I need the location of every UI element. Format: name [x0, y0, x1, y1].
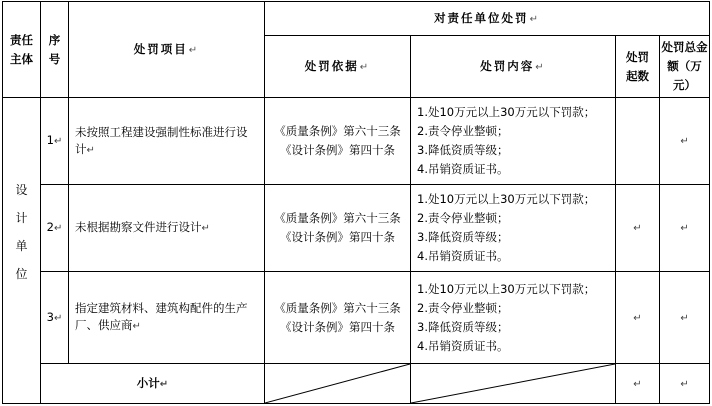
subtotal-label: 小计 [136, 375, 160, 390]
row-3-total [660, 272, 710, 364]
paragraph-mark: ↵ [633, 223, 642, 234]
row-3-basis [265, 272, 411, 364]
basis-line-1: 《质量条例》第六十三条 [274, 211, 401, 225]
row-3-item [69, 272, 265, 364]
content-line-1: 1.处10万元以上30万元以下罚款； [417, 281, 596, 296]
row-2-content [411, 185, 616, 272]
row-item-text: 未根据勘察文件进行设计 [75, 220, 202, 234]
row-item-text: 未按照工程建设强制性标准进行设计 [75, 124, 248, 156]
paragraph-mark: ↵ [86, 144, 95, 156]
content-line-2: 2.责令停业整顿； [417, 211, 509, 225]
paragraph-mark: ↵ [535, 61, 546, 73]
paragraph-mark: ↵ [633, 312, 642, 324]
paragraph-mark: ↵ [53, 136, 63, 147]
content-line-4: 4.吊销资质证书。 [417, 162, 509, 176]
row-1-total [660, 98, 710, 185]
paragraph-mark: ↵ [188, 44, 200, 56]
header-content-text: 处罚内容 [480, 58, 535, 73]
header-item [69, 2, 265, 98]
header-basis-text: 处罚依据 [304, 58, 359, 73]
paragraph-mark: ↵ [680, 378, 689, 390]
paragraph-mark: ↵ [201, 223, 210, 234]
paragraph-mark: ↵ [159, 378, 169, 390]
row-3-no [41, 272, 69, 364]
paragraph-mark: ↵ [529, 13, 540, 25]
row-no-text: 3 [46, 309, 54, 324]
content-line-4: 4.吊销资质证书。 [417, 338, 509, 353]
header-subject [3, 2, 41, 98]
paragraph-mark: ↵ [633, 378, 642, 390]
subject-cell [3, 98, 41, 404]
row-no-text: 2 [46, 220, 54, 234]
subtotal-basis-empty [265, 364, 411, 404]
basis-line-2: 《设计条例》第四十条 [280, 319, 395, 334]
header-count-text: 处罚起数 [626, 49, 649, 83]
content-line-1: 1.处10万元以上30万元以下罚款； [417, 192, 596, 206]
row-2-count [616, 185, 660, 272]
content-line-4: 4.吊销资质证书。 [417, 249, 509, 263]
header-count [616, 36, 660, 98]
penalty-table [2, 1, 710, 404]
content-line-3: 3.降低资质等级； [417, 230, 509, 244]
diagonal-slash [265, 364, 410, 403]
subtotal-total [660, 364, 710, 404]
header-total-text: 处罚总金额（万元） [661, 40, 708, 92]
header-basis [265, 36, 411, 98]
basis-line-1: 《质量条例》第六十三条 [274, 124, 401, 138]
header-group [265, 2, 710, 36]
paragraph-mark: ↵ [680, 136, 689, 147]
row-1-basis [265, 98, 411, 185]
row-3-count [616, 272, 660, 364]
row-1-item [69, 98, 265, 185]
row-1-content [411, 98, 616, 185]
subject-text: 设计单位 [15, 183, 28, 281]
diagonal-slash [411, 364, 615, 403]
paragraph-mark: ↵ [359, 61, 371, 73]
subtotal-count [616, 364, 660, 404]
basis-line-1: 《质量条例》第六十三条 [274, 300, 401, 315]
penalty-table-container [2, 1, 710, 404]
row-3-content [411, 272, 616, 364]
header-group-text: 对责任单位处罚 [434, 10, 529, 25]
row-item-text: 指定建筑材料、建筑构配件的生产厂、供应商 [75, 301, 248, 332]
row-1-no [41, 98, 69, 185]
basis-line-2: 《设计条例》第四十条 [280, 143, 395, 157]
paragraph-mark: ↵ [53, 223, 63, 234]
header-total [660, 36, 710, 98]
paragraph-mark: ↵ [680, 223, 689, 234]
row-2-item [69, 185, 265, 272]
content-line-1: 1.处10万元以上30万元以下罚款； [417, 105, 596, 119]
header-content [411, 36, 616, 98]
paragraph-mark: ↵ [680, 312, 689, 324]
row-no-text: 1 [46, 133, 54, 147]
row-2-no [41, 185, 69, 272]
subtotal-label-cell [41, 364, 265, 404]
row-2-total [660, 185, 710, 272]
header-item-text: 处罚项目 [133, 41, 188, 56]
paragraph-mark: ↵ [53, 312, 63, 324]
content-line-3: 3.降低资质等级； [417, 143, 509, 157]
header-subject-text: 责任主体 [10, 32, 33, 66]
subtotal-content-empty [411, 364, 616, 404]
content-line-2: 2.责令停业整顿； [417, 300, 509, 315]
header-no [41, 2, 69, 98]
row-1-count [616, 98, 660, 185]
basis-line-2: 《设计条例》第四十条 [280, 230, 395, 244]
content-line-2: 2.责令停业整顿； [417, 124, 509, 138]
row-2-basis [265, 185, 411, 272]
content-line-3: 3.降低资质等级； [417, 319, 509, 334]
paragraph-mark: ↵ [132, 321, 141, 332]
header-no-text: 序号 [48, 32, 61, 66]
